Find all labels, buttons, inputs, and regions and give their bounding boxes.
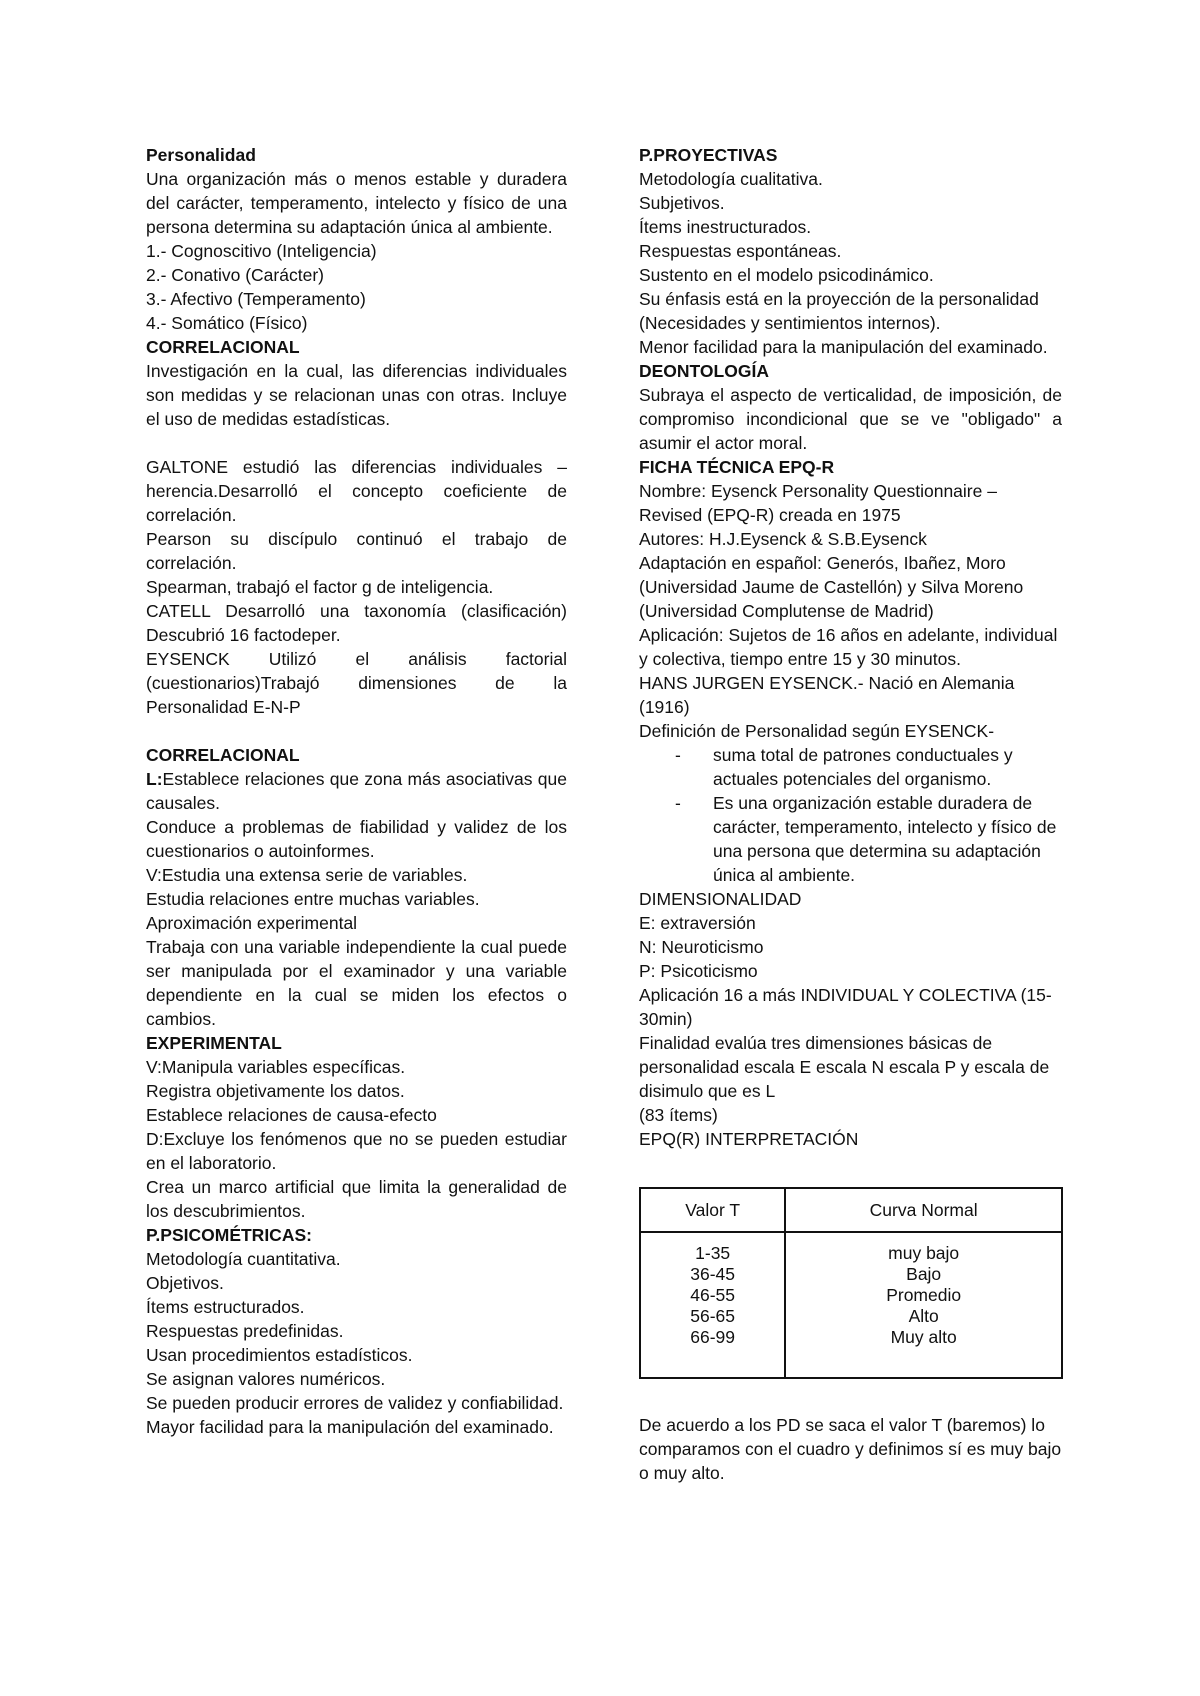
trabaja-paragraph: Trabaja con una variable independiente la cual puede ser manipulada por el examinador y una variable dependiente en la cual se miden los efectos o cambios.: [146, 937, 567, 1029]
correlacional-text: Investigación en la cual, las diferencias individuales son medidas y se relacionan unas con otras. Incluye el uso de medidas estadísticas.: [146, 361, 567, 429]
dash-bullet: -: [675, 793, 681, 813]
experimental-line: Establece relaciones de causa-efecto: [146, 1105, 437, 1125]
left-column: [146, 143, 567, 1439]
heading-experimental: EXPERIMENTAL: [146, 1033, 282, 1053]
list-item-text: suma total de patrones conductuales y actuales potenciales del organismo.: [713, 745, 1013, 789]
experimental-line: Registra objetivamente los datos.: [146, 1081, 405, 1101]
v1-paragraph: V:Estudia una extensa serie de variables.: [146, 865, 468, 885]
curva-value: Bajo: [906, 1264, 942, 1284]
proyectivas-line: Sustento en el modelo psicodinámico.: [639, 265, 934, 285]
ficha-line: Autores: H.J.Eysenck & S.B.Eysenck: [639, 529, 927, 549]
deontologia-text: Subraya el aspecto de verticalidad, de imposición, de compromiso incondicional que se ve "obligado" a asumir el actor moral.: [639, 385, 1062, 453]
spacer: [146, 719, 567, 743]
personalidad-definition: Una organización más o menos estable y duradera del carácter, temperamento, intelecto y físico de una persona determina su adaptación única al ambiente.: [146, 169, 567, 237]
l-label: L:: [146, 769, 163, 789]
psicometricas-line: Metodología cuantitativa.: [146, 1249, 341, 1269]
dimension-line: N: Neuroticismo: [639, 937, 764, 957]
heading-psicometricas: P.PSICOMÉTRICAS:: [146, 1225, 312, 1245]
table-row: [640, 1232, 1062, 1378]
epq-interpretation-table: [639, 1187, 1063, 1379]
personalidad-item: 2.- Conativo (Carácter): [146, 265, 324, 285]
valor-t-value: 36-45: [690, 1264, 736, 1284]
curva-normal-cell: [785, 1232, 1062, 1378]
curva-value: Alto: [908, 1306, 939, 1326]
dimension-line: (83 ítems): [639, 1105, 718, 1125]
dimension-line: Aplicación 16 a más INDIVIDUAL Y COLECTIVA (15-30min): [639, 985, 1052, 1029]
spearman-paragraph: Spearman, trabajó el factor g de inteligencia.: [146, 577, 494, 597]
galtone-paragraph: GALTONE estudió las diferencias individuales –herencia.Desarrolló el concepto coeficiente de correlación.: [146, 457, 567, 525]
psicometricas-line: Usan procedimientos estadísticos.: [146, 1345, 413, 1365]
ficha-line: Definición de Personalidad según EYSENCK-: [639, 721, 995, 741]
personalidad-item: 1.- Cognoscitivo (Inteligencia): [146, 241, 377, 261]
header-curva-normal: Curva Normal: [785, 1188, 1062, 1232]
catell-paragraph: CATELL Desarrolló una taxonomía (clasificación) Descubrió 16 factodeper.: [146, 601, 567, 645]
proyectivas-line: Metodología cualitativa.: [639, 169, 823, 189]
valor-t-value: 46-55: [690, 1285, 736, 1305]
conduce-paragraph: Conduce a problemas de fiabilidad y validez de los cuestionarios o autoinformes.: [146, 817, 567, 861]
psicometricas-line: Se asignan valores numéricos.: [146, 1369, 386, 1389]
personalidad-item: 4.- Somático (Físico): [146, 313, 308, 333]
l-text: Establece relaciones que zona más asociativas que causales.: [146, 769, 567, 813]
proyectivas-menor: Menor facilidad para la manipulación del examinado.: [639, 337, 1048, 357]
closing-paragraph: De acuerdo a los PD se saca el valor T (baremos) lo comparamos con el cuadro y definimos sí es muy bajo o muy alto.: [639, 1415, 1062, 1483]
valor-t-cell: [640, 1232, 785, 1378]
header-valor-t: Valor T: [640, 1188, 785, 1232]
spacer: [146, 431, 567, 455]
dimension-line: E: extraversión: [639, 913, 756, 933]
correlacional-l-paragraph: [146, 767, 567, 815]
ficha-line: Aplicación: Sujetos de 16 años en adelante, individual y colectiva, tiempo entre 15 y 30 minutos.: [639, 625, 1058, 669]
pearson-paragraph: Pearson su discípulo continuó el trabajo de correlación.: [146, 529, 567, 573]
experimental-line: V:Manipula variables específicas.: [146, 1057, 406, 1077]
psicometricas-mayor: Mayor facilidad para la manipulación del examinado.: [146, 1417, 554, 1437]
dimension-line: Finalidad evalúa tres dimensiones básicas de personalidad escala E escala N escala P y escala de disimulo que es L: [639, 1033, 1050, 1101]
dash-bullet: -: [675, 745, 681, 765]
heading-deontologia: DEONTOLOGÍA: [639, 361, 769, 381]
curva-value: Promedio: [886, 1285, 962, 1305]
psicometricas-errores: Se pueden producir errores de validez y confiabilidad.: [146, 1393, 564, 1413]
experimental-d-paragraph: D:Excluye los fenómenos que no se pueden estudiar en el laboratorio.: [146, 1129, 567, 1173]
psicometricas-line: Respuestas predefinidas.: [146, 1321, 344, 1341]
curva-value: Muy alto: [890, 1327, 957, 1347]
proyectivas-line: Ítems inestructurados.: [639, 217, 812, 237]
v2-paragraph: Estudia relaciones entre muchas variables.: [146, 889, 480, 909]
dimension-line: DIMENSIONALIDAD: [639, 889, 802, 909]
personality-definition-list: [639, 743, 1062, 887]
heading-proyectivas: P.PROYECTIVAS: [639, 145, 778, 165]
ficha-line: Adaptación en español: Generós, Ibañez, Moro (Universidad Jaume de Castellón) y Silva Moreno (Universidad Complutense de Madrid): [639, 553, 1024, 621]
table-header-row: [640, 1188, 1062, 1232]
right-column: [639, 143, 1062, 1485]
heading-personalidad: Personalidad: [146, 145, 256, 165]
curva-value: muy bajo: [888, 1243, 960, 1263]
list-item-text: Es una organización estable duradera de carácter, temperamento, intelecto y físico de una persona que determina su adaptación única al ambiente.: [713, 793, 1057, 885]
heading-correlacional-2: CORRELACIONAL: [146, 745, 300, 765]
dimension-line: EPQ(R) INTERPRETACIÓN: [639, 1129, 859, 1149]
ficha-line: Nombre: Eysenck Personality Questionnaire – Revised (EPQ-R) creada en 1975: [639, 481, 997, 525]
ficha-line: HANS JURGEN EYSENCK.- Nació en Alemania (1916): [639, 673, 1015, 717]
list-item: [639, 743, 1062, 791]
dimension-line: P: Psicoticismo: [639, 961, 758, 981]
aproximacion-paragraph: Aproximación experimental: [146, 913, 358, 933]
proyectivas-line: Subjetivos.: [639, 193, 725, 213]
psicometricas-line: Objetivos.: [146, 1273, 224, 1293]
valor-t-value: 1-35: [695, 1243, 731, 1263]
psicometricas-line: Ítems estructurados.: [146, 1297, 305, 1317]
proyectivas-line: Su énfasis está en la proyección de la personalidad (Necesidades y sentimientos internos).: [639, 289, 1039, 333]
heading-ficha-tecnica: FICHA TÉCNICA EPQ-R: [639, 457, 835, 477]
eysenck-paragraph: EYSENCK Utilizó el análisis factorial (cuestionarios)Trabajó dimensiones de la Personalidad E-N-P: [146, 649, 567, 717]
valor-t-value: 66-99: [690, 1327, 736, 1347]
valor-t-value: 56-65: [690, 1306, 736, 1326]
experimental-crea-paragraph: Crea un marco artificial que limita la generalidad de los descubrimientos.: [146, 1177, 567, 1221]
proyectivas-line: Respuestas espontáneas.: [639, 241, 842, 261]
heading-correlacional: CORRELACIONAL: [146, 337, 300, 357]
list-item: [639, 791, 1062, 887]
personalidad-item: 3.- Afectivo (Temperamento): [146, 289, 366, 309]
